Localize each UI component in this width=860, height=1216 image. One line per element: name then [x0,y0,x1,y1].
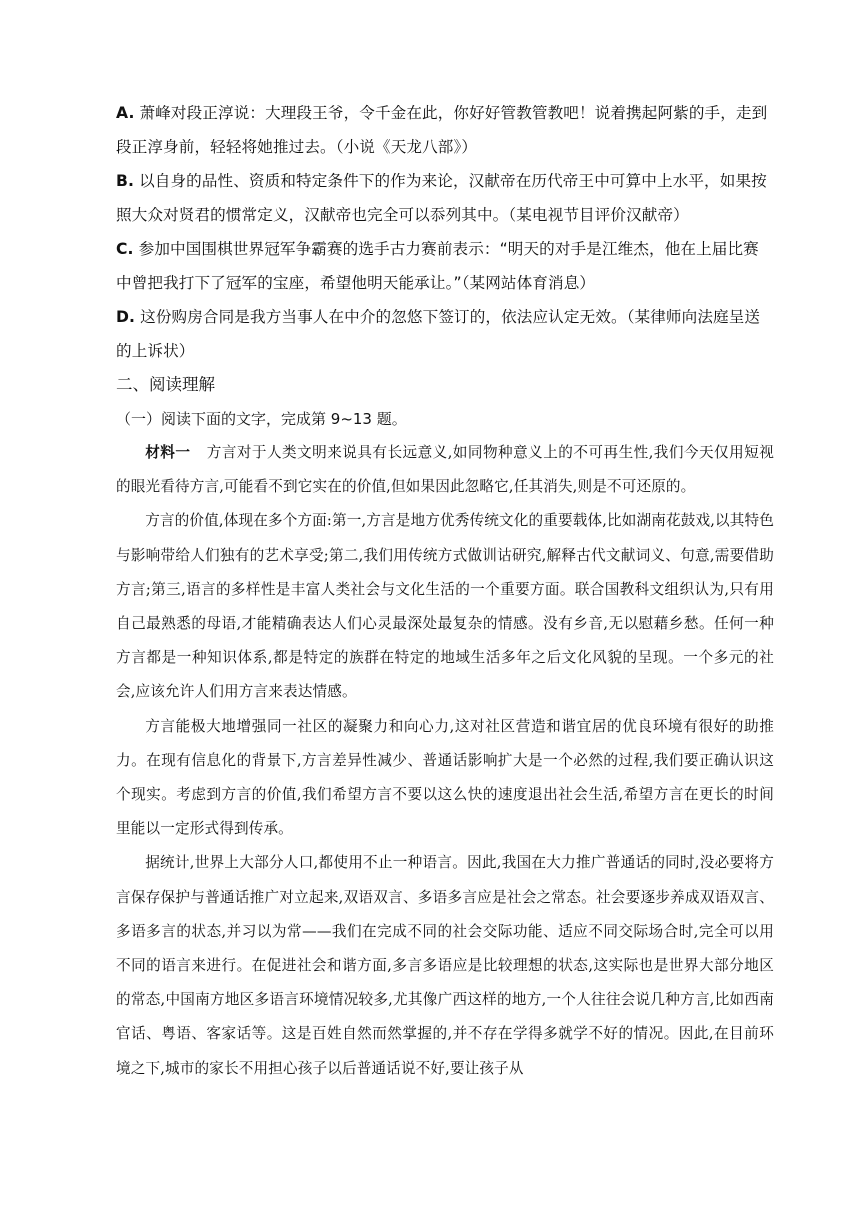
option-a-text: 萧峰对段正淳说：大理段王爷，令千金在此，你好好管教管教吧！说着携起阿紫的手，走到段正淳身前，轻轻将她推过去。（小说《天龙八部》） [116,104,768,156]
section-title: 二、阅读理解 [116,375,215,394]
option-c [116,232,774,300]
material-paragraph-2: 方言的价值,体现在多个方面:第一,方言是地方优秀传统文化的重要载体,比如湖南花鼓戏,以其特色与影响带给人们独有的艺术享受;第二,我们用传统方式做训诂研究,解释古代文献词义、句意,需要借助方言;第三,语言的多样性是丰富人类社会与文化生活的一个重要方面。联合国教科文组织认为,只有用自己最熟悉的母语,才能精确表达人们心灵最深处最复杂的情感。没有乡音,无以慰藉乡愁。任何一种方言都是一种知识体系,都是特定的族群在特定的地域生活多年之后文化风貌的呈现。一个多元的社会,应该允许人们用方言来表达情感。 [116,512,774,701]
material-paragraph-4: 据统计,世界上大部分人口,都使用不止一种语言。因此,我国在大力推广普通话的同时,没必要将方言保存保护与普通话推广对立起来,双语双言、多语多言应是社会之常态。社会要逐步养成双语双言、多语多言的状态,并习以为常——我们在完成不同的社会交际功能、适应不同交际场合时,完全可以用不同的语言来进行。在促进社会和谐方面,多言多语应是比较理想的状态,这实际也是世界大部分地区的常态,中国南方地区多语言环境情况较多,尤其像广西这样的地方,一个人往往会说几种方言,比如西南官话、粤语、客家话等。这是百姓自然而然掌握的,并不存在学得多就学不好的情况。因此,在目前环境之下,城市的家长不用担心孩子以后普通话说不好,要让孩子从 [116,854,774,1077]
option-c-text: 参加中国围棋世界冠军争霸赛的选手古力赛前表示：“明天的对手是江维杰，他在上届比赛中曾把我打下了冠军的宝座，希望他明天能承让。”（某网站体育消息） [116,240,759,292]
option-d-text: 这份购房合同是我方当事人在中介的忽悠下签订的，依法应认定无效。（某律师向法庭呈送的上诉状） [116,308,761,360]
option-a [116,96,774,164]
material-label: 材料一 [145,444,191,461]
option-b-letter: B. [116,172,135,190]
material-paragraph-3: 方言能极大地增强同一社区的凝聚力和向心力,这对社区营造和谐宜居的优良环境有很好的助推力。在现有信息化的背景下,方言差异性减少、普通话影响扩大是一个必然的过程,我们要正确认识这个现实。考虑到方言的价值,我们希望方言不要以这么快的速度退出社会生活,希望方言在更长的时间里能以一定形式得到传承。 [116,717,774,838]
material-paragraph-1 [116,436,774,504]
paragraph-1-text: 方言对于人类文明来说具有长远意义,如同物种意义上的不可再生性,我们今天仅用短视的眼光看待方言,可能看不到它实在的价值,但如果因此忽略它,任其消失,则是不可还原的。 [116,444,774,496]
option-b-text: 以自身的品性、资质和特定条件下的作为来论，汉献帝在历代帝王中可算中上水平，如果按照大众对贤君的惯常定义，汉献帝也完全可以忝列其中。（某电视节目评价汉献帝） [116,172,767,224]
option-a-letter: A. [116,104,135,122]
option-d-letter: D. [116,308,136,326]
option-d [116,300,774,368]
option-c-letter: C. [116,240,134,258]
sub-title: （一）阅读下面的文字，完成第 9~13 题。 [116,410,407,428]
option-b [116,164,774,232]
